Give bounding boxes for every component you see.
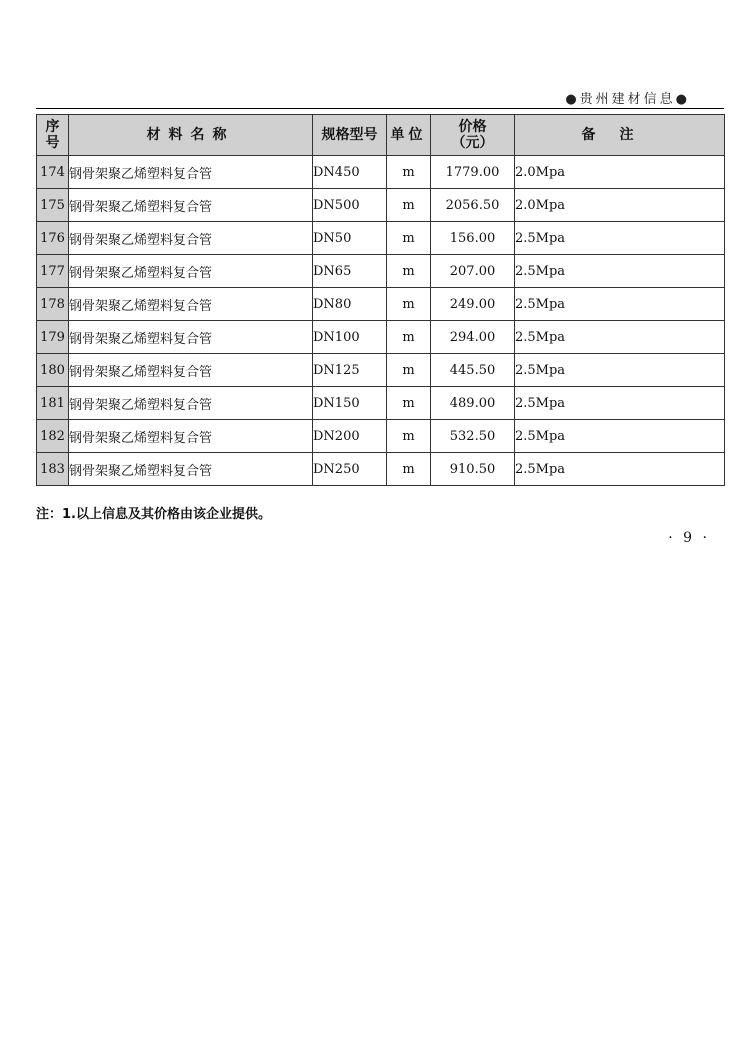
cell-price: 294.00 [431, 321, 515, 354]
cell-unit: m [387, 156, 431, 189]
cell-price: 489.00 [431, 387, 515, 420]
running-header: ●贵州建材信息● [565, 92, 690, 107]
cell-name: 钢骨架聚乙烯塑料复合管 [69, 255, 313, 288]
table-row [37, 255, 725, 288]
cell-note: 2.5Mpa [515, 387, 725, 420]
cell-unit: m [387, 189, 431, 222]
cell-price: 207.00 [431, 255, 515, 288]
column-header-unit: 单位 [387, 115, 431, 156]
cell-no: 182 [37, 420, 69, 453]
cell-note: 2.5Mpa [515, 288, 725, 321]
cell-note: 2.0Mpa [515, 189, 725, 222]
cell-spec: DN250 [313, 453, 387, 486]
table-row [37, 189, 725, 222]
cell-spec: DN500 [313, 189, 387, 222]
cell-note: 2.5Mpa [515, 222, 725, 255]
column-header-no [37, 115, 69, 156]
cell-no: 175 [37, 189, 69, 222]
page-number: · 9 · [668, 530, 710, 546]
table-row [37, 453, 725, 486]
table-row [37, 222, 725, 255]
cell-no: 180 [37, 354, 69, 387]
cell-no: 179 [37, 321, 69, 354]
cell-note: 2.5Mpa [515, 420, 725, 453]
cell-unit: m [387, 453, 431, 486]
table-row [37, 420, 725, 453]
cell-price: 249.00 [431, 288, 515, 321]
cell-name: 钢骨架聚乙烯塑料复合管 [69, 156, 313, 189]
cell-spec: DN80 [313, 288, 387, 321]
cell-unit: m [387, 321, 431, 354]
cell-unit: m [387, 288, 431, 321]
cell-spec: DN50 [313, 222, 387, 255]
cell-spec: DN65 [313, 255, 387, 288]
price-table [36, 114, 725, 486]
table-header-row [37, 115, 725, 156]
column-header-no-line1: 序 [45, 119, 60, 135]
column-header-price [431, 115, 515, 156]
column-header-price-line2: （元） [451, 135, 494, 151]
cell-price: 1779.00 [431, 156, 515, 189]
column-header-spec: 规格型号 [313, 115, 387, 156]
cell-no: 177 [37, 255, 69, 288]
cell-name: 钢骨架聚乙烯塑料复合管 [69, 420, 313, 453]
cell-price: 2056.50 [431, 189, 515, 222]
column-header-no-line2: 号 [45, 135, 60, 151]
cell-no: 174 [37, 156, 69, 189]
cell-name: 钢骨架聚乙烯塑料复合管 [69, 222, 313, 255]
cell-price: 445.50 [431, 354, 515, 387]
cell-no: 178 [37, 288, 69, 321]
cell-no: 183 [37, 453, 69, 486]
cell-name: 钢骨架聚乙烯塑料复合管 [69, 453, 313, 486]
cell-price: 532.50 [431, 420, 515, 453]
cell-name: 钢骨架聚乙烯塑料复合管 [69, 387, 313, 420]
cell-unit: m [387, 222, 431, 255]
cell-name: 钢骨架聚乙烯塑料复合管 [69, 321, 313, 354]
cell-spec: DN150 [313, 387, 387, 420]
cell-note: 2.5Mpa [515, 255, 725, 288]
footnote: 注：1.以上信息及其价格由该企业提供。 [36, 507, 271, 522]
table-row [37, 354, 725, 387]
cell-no: 176 [37, 222, 69, 255]
table-body [37, 156, 725, 486]
cell-name: 钢骨架聚乙烯塑料复合管 [69, 354, 313, 387]
cell-unit: m [387, 420, 431, 453]
cell-spec: DN200 [313, 420, 387, 453]
column-header-note: 备注 [515, 115, 725, 156]
cell-name: 钢骨架聚乙烯塑料复合管 [69, 288, 313, 321]
column-header-name: 材料名称 [69, 115, 313, 156]
cell-price: 910.50 [431, 453, 515, 486]
cell-note: 2.5Mpa [515, 453, 725, 486]
cell-price: 156.00 [431, 222, 515, 255]
cell-note: 2.0Mpa [515, 156, 725, 189]
cell-no: 181 [37, 387, 69, 420]
table-row [37, 156, 725, 189]
cell-spec: DN125 [313, 354, 387, 387]
cell-note: 2.5Mpa [515, 354, 725, 387]
table-row [37, 387, 725, 420]
column-header-price-line1: 价格 [458, 119, 487, 135]
cell-note: 2.5Mpa [515, 321, 725, 354]
cell-spec: DN100 [313, 321, 387, 354]
cell-name: 钢骨架聚乙烯塑料复合管 [69, 189, 313, 222]
header-rule [36, 108, 724, 109]
cell-unit: m [387, 354, 431, 387]
cell-unit: m [387, 387, 431, 420]
table-row [37, 321, 725, 354]
cell-spec: DN450 [313, 156, 387, 189]
cell-unit: m [387, 255, 431, 288]
table-row [37, 288, 725, 321]
